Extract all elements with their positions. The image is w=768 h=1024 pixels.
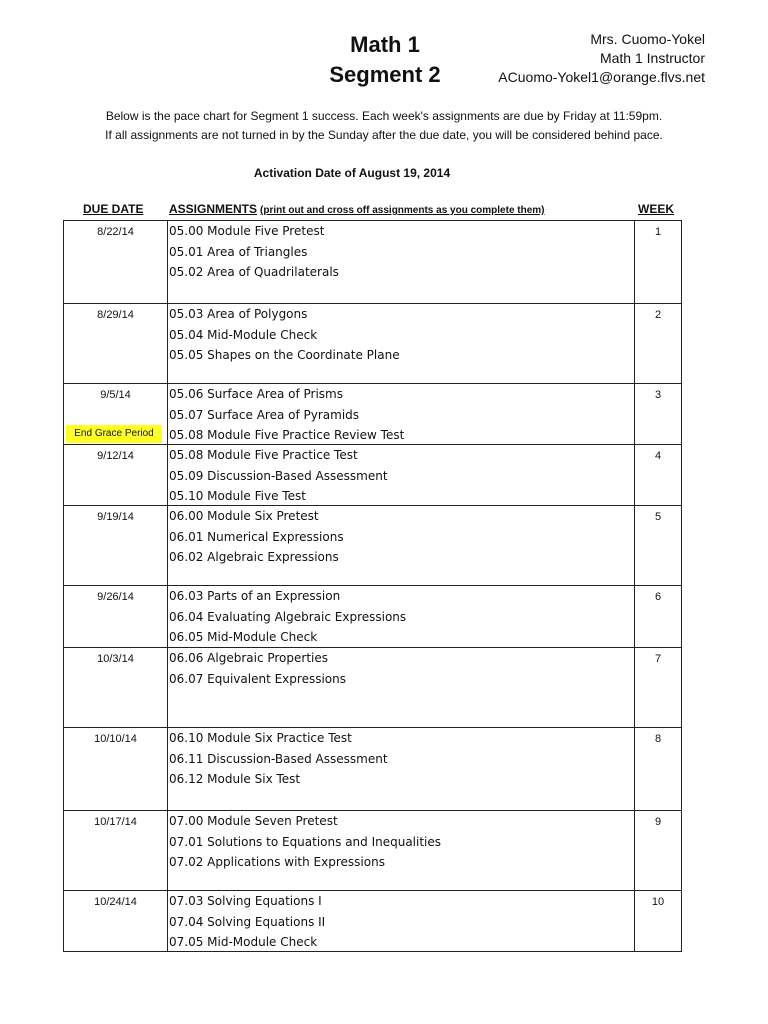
assignment-item: 07.05 Mid-Module Check [169,935,318,949]
assignment-item: 05.02 Area of Quadrilaterals [169,265,339,279]
assignment-item: 07.00 Module Seven Pretest [169,814,338,828]
week-cell [634,304,681,383]
assignment-list [169,586,406,648]
assignment-item: 07.01 Solutions to Equations and Inequalities [169,834,442,849]
assignment-list [169,506,344,568]
assignment-item: 05.08 Module Five Practice Test [169,448,358,462]
assignment-item: 06.10 Module Six Practice Test [169,731,352,745]
week-header: WEEK [638,202,674,216]
assignment-item: 06.03 Parts of an Expression [169,589,341,603]
week-cell [634,728,681,810]
assignment-item: 06.02 Algebraic Expressions [169,550,339,564]
due-date-cell [64,445,168,505]
week-cell [634,445,681,505]
assignments-header [169,202,545,216]
table-row [64,586,681,648]
table-row [64,811,681,891]
pace-table [63,220,682,952]
due-date: 8/22/14 [97,226,134,238]
week-cell [634,384,681,444]
instructor-role: Math 1 Instructor [599,50,705,66]
assignment-item: 05.08 Module Five Practice Review Test [169,428,405,442]
week-number: 1 [654,226,662,238]
week-cell [634,811,681,890]
due-date: 9/5/14 [100,389,131,401]
assignment-item: 05.06 Surface Area of Prisms [169,387,343,401]
assignment-list [169,384,404,446]
assignment-item: 06.00 Module Six Pretest [169,509,319,523]
assignment-item: 06.05 Mid-Module Check [169,630,318,644]
assignment-item: 06.11 Discussion-Based Assessment [169,751,388,766]
due-date-cell [64,304,168,383]
due-date-cell [64,586,168,647]
activation-date: Activation Date of August 19, 2014 [253,166,451,180]
week-number: 6 [654,591,662,603]
instructor-email: ACuomo-Yokel1@orange.flvs.net [498,69,705,85]
assignment-item: 07.03 Solving Equations I [169,894,322,908]
assignment-list [169,648,346,689]
assignment-list [169,891,325,953]
assignment-item: 05.04 Mid-Module Check [169,327,318,342]
week-number: 8 [654,733,662,745]
week-cell [634,586,681,647]
assignment-item: 05.07 Surface Area of Pyramids [169,407,360,422]
intro-line-1: Below is the pace chart for Segment 1 success. Each week's assignments are due by Friday at 11:59pm. [105,109,663,123]
table-row [64,384,681,445]
week-number: 7 [654,653,662,665]
table-row [64,304,681,384]
assignment-item: 07.02 Applications with Expressions [169,855,385,869]
assignment-item: 05.05 Shapes on the Coordinate Plane [169,348,400,362]
due-date-cell [64,221,168,303]
assignment-item: 05.09 Discussion-Based Assessment [169,468,388,483]
due-date: 10/17/14 [94,816,137,828]
week-cell [634,221,681,303]
instructor-name: Mrs. Cuomo-Yokel [590,31,705,47]
due-date-header: DUE DATE [83,202,144,216]
assignment-item: 06.04 Evaluating Algebraic Expressions [169,609,407,624]
due-date: 10/24/14 [94,896,137,908]
assignment-item: 06.01 Numerical Expressions [169,529,344,544]
week-cell [634,506,681,585]
week-number: 10 [651,896,665,908]
assignment-list [169,811,441,873]
due-date: 8/29/14 [97,309,134,321]
assignment-item: 05.01 Area of Triangles [169,244,308,259]
assignments-header-note: (print out and cross off assignments as you complete them) [260,205,545,216]
due-date: 9/19/14 [97,511,134,523]
assignment-item: 06.06 Algebraic Properties [169,651,329,665]
due-date: 9/26/14 [97,591,134,603]
table-row [64,445,681,506]
table-row [64,728,681,811]
assignment-list [169,445,388,507]
due-date-cell [64,506,168,585]
due-date-cell [64,811,168,890]
page-subtitle: Segment 2 [329,62,441,87]
table-row [64,891,681,952]
week-cell [634,648,681,727]
week-number: 2 [654,309,662,321]
due-date: 10/10/14 [94,733,137,745]
due-date-cell [64,648,168,727]
table-row [64,648,681,728]
due-date-cell [64,728,168,810]
assignment-item: 05.00 Module Five Pretest [169,224,325,238]
table-row [64,506,681,586]
assignment-item: 07.04 Solving Equations II [169,914,326,929]
assignment-list [169,304,400,366]
week-number: 3 [654,389,662,401]
due-date-cell [64,384,168,444]
assignment-item: 06.12 Module Six Test [169,772,301,786]
due-date-cell [64,891,168,951]
week-number: 9 [654,816,662,828]
week-number: 5 [654,511,662,523]
assignment-item: 05.03 Area of Polygons [169,307,308,321]
table-row [64,221,681,304]
assignment-list [169,221,339,283]
grace-period-badge: End Grace Period [66,425,162,443]
intro-line-2: If all assignments are not turned in by the Sunday after the due date, you will be considered behind pace. [105,128,663,142]
due-date: 9/12/14 [97,450,134,462]
instructor-info [498,30,705,87]
page-title: Math 1 [350,32,420,57]
week-cell [634,891,681,951]
week-number: 4 [654,450,662,462]
due-date: 10/3/14 [97,653,134,665]
assignment-list [169,728,388,790]
assignment-item: 06.07 Equivalent Expressions [169,671,346,686]
assignments-header-label: ASSIGNMENTS [169,202,258,216]
assignment-item: 05.10 Module Five Test [169,489,306,503]
